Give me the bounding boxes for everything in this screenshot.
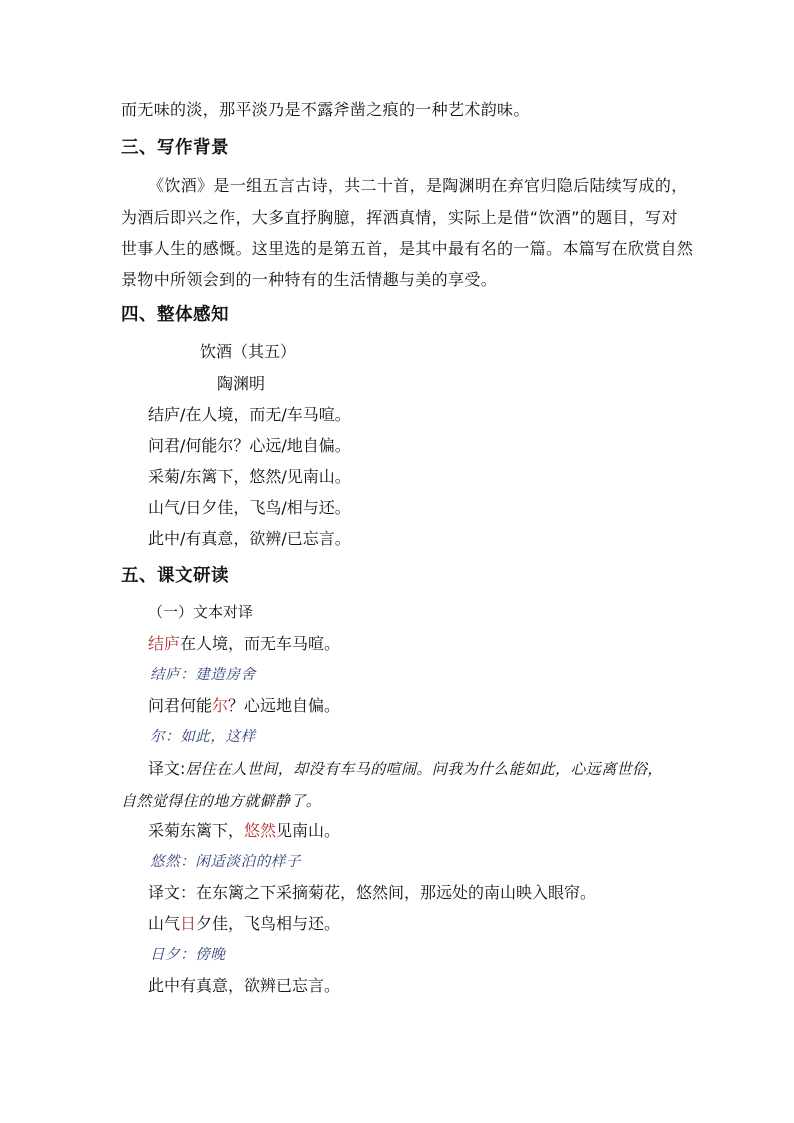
- annotation-note: 尔：如此，这样: [150, 729, 256, 745]
- poem-line: 结庐/在人境，而无/车马喧。: [148, 405, 351, 424]
- highlighted-word: 尔: [212, 696, 229, 715]
- translation-2: 译文：在东篱之下采摘菊花，悠然间，那远处的南山映入眼帘。: [148, 883, 597, 902]
- line-text: 采菊东篱下，: [148, 821, 245, 840]
- background-paragraph-line-3: 世事人生的感慨。这里选的是第五首，是其中最有名的一篇。本篇写在欣赏自然: [121, 239, 694, 258]
- study-line-3: [148, 821, 340, 841]
- study-line-5: 此中有真意，欲辨已忘言。: [148, 976, 341, 995]
- poem-line: 问君/何能尔？心远/地自偏。: [148, 436, 351, 455]
- line-text: 在人境，而无车马喧。: [180, 634, 341, 653]
- subsection-heading: （一）文本对译: [148, 603, 254, 621]
- highlighted-word: 日: [180, 914, 197, 933]
- highlighted-word: 结庐: [148, 634, 181, 653]
- translation-1-line-1: [148, 759, 663, 779]
- study-line-1: [148, 634, 340, 654]
- line-text: 问君何能: [148, 696, 213, 715]
- line-text: 山气: [148, 914, 181, 933]
- poem-title: 饮酒（其五）: [200, 342, 297, 361]
- poem-line: 山气/日夕佳，飞鸟/相与还。: [148, 498, 351, 517]
- annotation-note: 结庐：建造房舍: [150, 667, 256, 683]
- section-heading-study: 五、课文研读: [121, 566, 229, 586]
- background-paragraph-line-2: 为酒后即兴之作，大多直抒胸臆，挥洒真情，实际上是借“饮酒”的题目，写对: [121, 208, 678, 227]
- translation-label: 译文:: [148, 759, 186, 778]
- study-line-4: [148, 914, 340, 934]
- background-paragraph-line-1: 《饮酒》是一组五言古诗，共二十首，是陶渊明在弃官归隐后陆续写成的，: [148, 176, 688, 195]
- highlighted-word: 悠然: [244, 821, 277, 840]
- line-text: ？心远地自偏。: [228, 696, 341, 715]
- line-text: 夕佳，飞鸟相与还。: [196, 914, 341, 933]
- poem-line: 此中/有真意，欲辨/已忘言。: [148, 529, 351, 548]
- annotation-note: 悠然：闲适淡泊的样子: [150, 854, 301, 870]
- section-heading-overview: 四、整体感知: [121, 305, 229, 325]
- translation-1-line-2: 自然觉得住的地方就僻静了。: [121, 792, 322, 810]
- translation-text: 居住在人世间，却没有车马的喧闹。问我为什么能如此，心远离世俗，: [185, 760, 663, 778]
- poem-author: 陶渊明: [217, 374, 266, 393]
- section-heading-background: 三、写作背景: [121, 138, 229, 158]
- line-text: 见南山。: [276, 821, 341, 840]
- study-line-2: [148, 696, 340, 716]
- background-paragraph-line-4: 景物中所领会到的一种特有的生活情趣与美的享受。: [121, 270, 498, 289]
- poem-line: 采菊/东篱下，悠然/见南山。: [148, 467, 351, 486]
- annotation-note: 日夕：傍晚: [150, 947, 226, 963]
- paragraph-continuation: 而无味的淡，那平淡乃是不露斧凿之痕的一种艺术韵味。: [121, 100, 530, 119]
